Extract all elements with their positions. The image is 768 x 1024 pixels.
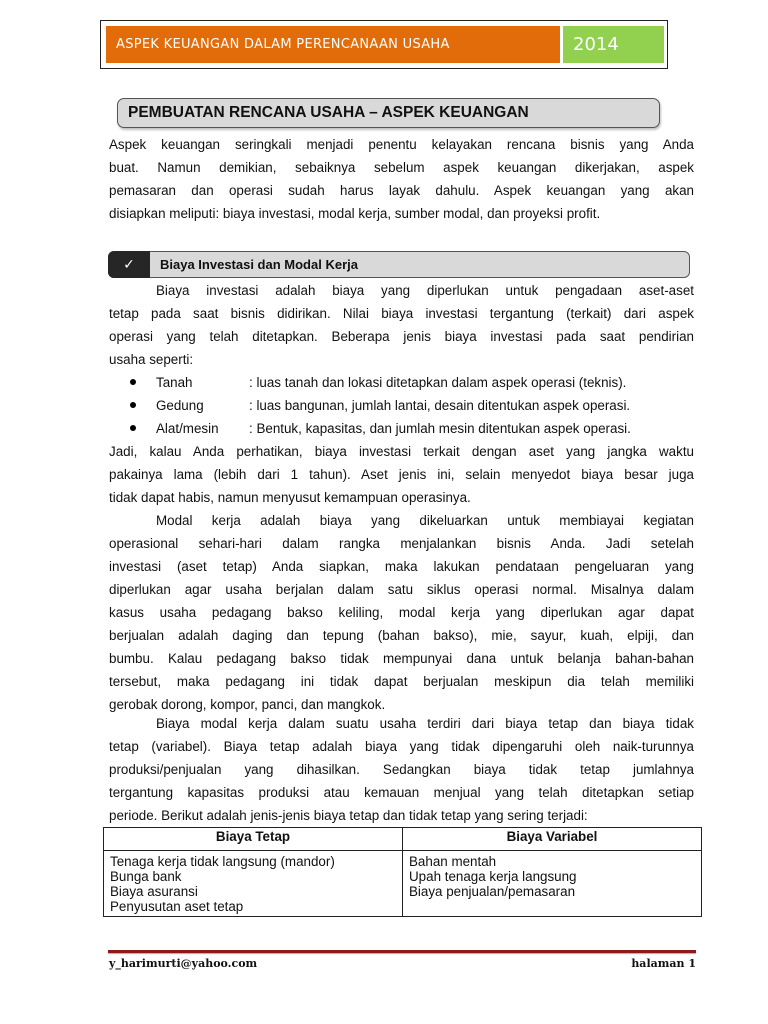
paragraph-line: tersebut, maka pedagang ini tidak dapat berjualan meskipun dia telah memiliki xyxy=(109,674,694,689)
intro-line: Aspek keuangan seringkali menjadi penentu kelayakan rencana bisnis yang Anda xyxy=(109,137,694,152)
bullet-description: : luas bangunan, jumlah lantai, desain ditentukan aspek operasi. xyxy=(249,398,631,413)
table-cell-item: Bahan mentah xyxy=(409,854,497,869)
list-item xyxy=(109,417,694,440)
subsection-heading xyxy=(108,251,690,278)
paragraph-line: tetap pada saat bisnis didirikan. Nilai biaya investasi tergantung (terkait) dari aspek xyxy=(109,306,694,321)
paragraph-line: produksi/penjualan yang dihasilkan. Sedangkan biaya tidak tetap jumlahnya xyxy=(109,762,694,777)
paragraph-line: Biaya investasi adalah biaya yang diperlukan untuk pengadaan aset-aset xyxy=(156,283,694,298)
list-item xyxy=(109,371,694,394)
intro-line: disiapkan meliputi: biaya investasi, modal kerja, sumber modal, dan proyeksi profit. xyxy=(109,206,601,221)
section-title: PEMBUATAN RENCANA USAHA – ASPEK KEUANGAN xyxy=(117,98,660,128)
document-header xyxy=(100,20,668,69)
list-item xyxy=(109,394,694,417)
bullet-icon xyxy=(130,402,136,408)
footer-page-number: halaman 1 xyxy=(631,957,696,970)
check-icon: ✓ xyxy=(108,251,150,278)
footer-email: y_harimurti@yahoo.com xyxy=(109,957,258,970)
paragraph-line: pakainya lama (lebih dari 1 tahun). Aset jenis ini, selain menyedot biaya besar juga xyxy=(109,467,694,482)
bullet-description: : Bentuk, kapasitas, dan jumlah mesin ditentukan aspek operasi. xyxy=(249,421,631,436)
asset-paragraph xyxy=(109,440,694,509)
table-cell-item: Biaya penjualan/pemasaran xyxy=(409,884,576,899)
table-header-variable: Biaya Variabel xyxy=(403,828,702,851)
variable-costs-cell xyxy=(403,851,702,917)
paragraph-line: diperlukan agar usaha berjalan dalam satu siklus operasi normal. Misalnya dalam xyxy=(109,582,694,597)
investment-paragraph xyxy=(109,279,694,371)
working-capital-paragraph xyxy=(109,509,694,716)
fixed-costs-cell xyxy=(104,851,403,917)
paragraph-line: usaha seperti: xyxy=(109,352,194,367)
bullet-term: Gedung xyxy=(156,398,204,413)
table-header-fixed: Biaya Tetap xyxy=(104,828,403,851)
table-cell-item: Tenaga kerja tidak langsung (mandor) xyxy=(110,854,335,869)
intro-line: buat. Namun demikian, sebaiknya sebelum aspek keuangan dikerjakan, aspek xyxy=(109,160,694,175)
footer-divider xyxy=(108,950,696,953)
table-cell-item: Bunga bank xyxy=(110,869,182,884)
paragraph-line: operasi yang telah ditetapkan. Beberapa jenis biaya investasi pada saat pendirian xyxy=(109,329,694,344)
paragraph-line: tergantung kapasitas produksi atau kemauan menjual yang telah ditetapkan setiap xyxy=(109,785,694,800)
subsection-label: Biaya Investasi dan Modal Kerja xyxy=(160,257,358,272)
bullet-icon xyxy=(130,425,136,431)
bullet-term: Alat/mesin xyxy=(156,421,219,436)
header-year: 2014 xyxy=(563,26,664,63)
paragraph-line: periode. Berikut adalah jenis-jenis biaya tetap dan tidak tetap yang sering terjadi: xyxy=(109,808,588,823)
bullet-icon xyxy=(130,379,136,385)
paragraph-line: berjualan adalah daging dan tepung (bahan bakso), mie, sayur, kuah, elpiji, dan xyxy=(109,628,694,643)
paragraph-line: gerobak dorong, kompor, panci, dan mangkok. xyxy=(109,697,386,712)
table-cell-item: Penyusutan aset tetap xyxy=(110,899,244,914)
table-header-row xyxy=(104,828,702,851)
intro-paragraph xyxy=(109,133,694,225)
paragraph-line: tidak dapat habis, namun menyusut kemampuan operasinya. xyxy=(109,490,471,505)
bullet-term: Tanah xyxy=(156,375,193,390)
paragraph-line: Biaya modal kerja dalam suatu usaha terdiri dari biaya tetap dan biaya tidak xyxy=(156,716,694,731)
paragraph-line: Jadi, kalau Anda perhatikan, biaya investasi terkait dengan aset yang jangka waktu xyxy=(109,444,694,459)
paragraph-line: bumbu. Kalau pedagang bakso tidak mempunyai dana untuk belanja bahan-bahan xyxy=(109,651,694,666)
paragraph-line: kasus usaha pedagang bakso keliling, modal kerja yang diperlukan agar dapat xyxy=(109,605,694,620)
table-cell-item: Biaya asuransi xyxy=(110,884,198,899)
investment-bullet-list xyxy=(109,371,694,440)
paragraph-line: Modal kerja adalah biaya yang dikeluarkan untuk membiayai kegiatan xyxy=(156,513,694,528)
intro-line: pemasaran dan operasi sudah harus layak dahulu. Aspek keuangan yang akan xyxy=(109,183,694,198)
paragraph-line: operasional sehari-hari dalam rangka menjalankan bisnis Anda. Jadi setelah xyxy=(109,536,694,551)
paragraph-line: investasi (aset tetap) Anda siapkan, maka lakukan pendataan pengeluaran yang xyxy=(109,559,694,574)
header-title: ASPEK KEUANGAN DALAM PERENCANAAN USAHA xyxy=(106,26,560,63)
table-row xyxy=(104,851,702,917)
cost-types-paragraph xyxy=(109,712,694,827)
cost-table xyxy=(103,827,702,917)
table-cell-item: Upah tenaga kerja langsung xyxy=(409,869,577,884)
paragraph-line: tetap (variabel). Biaya tetap adalah biaya yang tidak dipengaruhi oleh naik-turunnya xyxy=(109,739,694,754)
bullet-description: : luas tanah dan lokasi ditetapkan dalam aspek operasi (teknis). xyxy=(249,375,627,390)
